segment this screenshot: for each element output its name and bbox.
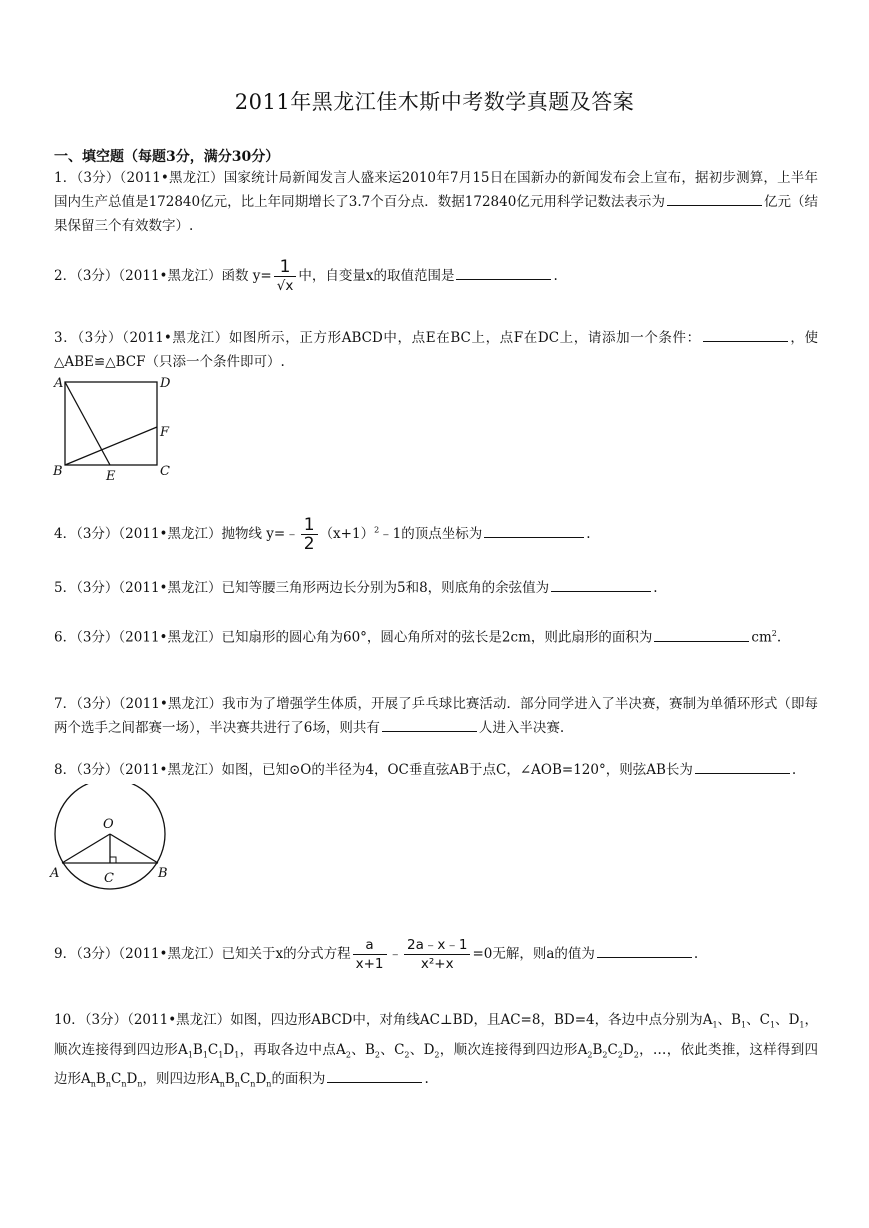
q9-minus: ﹣ xyxy=(388,946,403,962)
q3-square-figure xyxy=(50,372,185,484)
q2-fraction xyxy=(274,258,297,295)
subscript: n xyxy=(137,1080,143,1090)
subscript: 2 xyxy=(345,1050,351,1060)
subscript: n xyxy=(90,1080,96,1090)
q10-text-y: 的面积为 xyxy=(271,1071,326,1088)
q10-text-end: . xyxy=(424,1071,429,1088)
label-o: O xyxy=(103,817,114,832)
section-heading: 一、填空题（每题3分，满分30分） xyxy=(54,149,280,165)
label-b: B xyxy=(53,464,63,479)
q1-text-end: 亿元（结果保留三个有效数字）. xyxy=(54,194,818,234)
q10-text-b: 、B xyxy=(717,1012,741,1028)
q6-unit: cm xyxy=(751,629,772,646)
q8-text-end: . xyxy=(791,762,797,778)
question-9 xyxy=(54,936,818,973)
subscript: 2 xyxy=(404,1050,410,1060)
question-4 xyxy=(54,516,818,553)
segment-oa xyxy=(62,834,110,863)
q7-answer-blank[interactable] xyxy=(382,716,477,732)
question-2 xyxy=(54,258,818,295)
subscript: 1 xyxy=(187,1050,193,1060)
q1-text: 1．（3分）（2011•黑龙江）国家统计局新闻发言人盛来运2010年7月15日在国新办的新闻发布会上宣布，据初步测算，上半年国内生产总值是172840亿元，比上年同期增长了3.7个百分点．数据172840亿元用科学记数法表示为 xyxy=(54,170,818,210)
q9-text: 9．（3分）（2011•黑龙江）已知关于x的分式方程 xyxy=(54,946,351,962)
q10-text-j: 、B xyxy=(350,1041,375,1058)
q10-text-e: ，顺次连接得到四边形A xyxy=(54,1012,819,1058)
q3-answer-blank[interactable] xyxy=(703,326,788,342)
q10-text-f: B xyxy=(192,1041,203,1058)
segment-bf xyxy=(65,427,157,465)
q10-text-v: B xyxy=(224,1071,235,1088)
q10-text-s: C xyxy=(110,1071,122,1088)
q10-text-a: 10．（3分）（2011•黑龙江）如图，四边形ABCD中，对角线AC⊥BD，且AC=8，BD=4，各边中点分别为A xyxy=(54,1012,713,1028)
q10-answer-blank[interactable] xyxy=(327,1067,422,1083)
q4-answer-blank[interactable] xyxy=(484,522,584,538)
q4-text: 4．（3分）（2011•黑龙江）抛物线 y=﹣ xyxy=(54,526,299,542)
label-c: C xyxy=(160,464,170,479)
label-d: D xyxy=(160,376,171,391)
q9-denominator-2: x²+x xyxy=(420,956,454,972)
q4-text-after: ﹣1的顶点坐标为 xyxy=(379,526,483,542)
q10-text-p: D xyxy=(622,1041,634,1058)
q9-answer-blank[interactable] xyxy=(597,942,692,958)
q4-denominator: 2 xyxy=(303,534,315,554)
q7-text-end: 人进入半决赛. xyxy=(478,720,565,736)
q10-text-r: B xyxy=(95,1071,106,1088)
subscript: 2 xyxy=(617,1050,623,1060)
q10-text-c: 、C xyxy=(746,1012,770,1028)
segment-ae xyxy=(65,382,110,465)
q10-text-w: C xyxy=(239,1071,251,1088)
q5-answer-blank[interactable] xyxy=(551,576,651,592)
subscript: 2 xyxy=(434,1050,440,1060)
q9-fraction-2 xyxy=(404,936,470,973)
q8-text: 8．（3分）（2011•黑龙江）如图，已知⊙O的半径为4，OC垂直弦AB于点C，∠AOB=120°，则弦AB长为 xyxy=(54,762,693,778)
q4-fraction xyxy=(301,516,318,553)
subscript: n xyxy=(121,1080,127,1090)
subscript: 1 xyxy=(202,1050,208,1060)
subscript: 1 xyxy=(234,1050,240,1060)
label-f: F xyxy=(160,425,170,440)
subscript: 1 xyxy=(712,1020,718,1030)
q10-text-l: 、D xyxy=(409,1041,435,1058)
q3-text-end: ，使△ABE≌△BCF（只添一个条件即可）. xyxy=(54,330,819,370)
q10-text-h: D xyxy=(223,1041,235,1058)
question-10 xyxy=(54,1008,818,1097)
q5-text-end: . xyxy=(653,580,658,596)
q10-text-i: ，再取各边中点A xyxy=(239,1041,346,1058)
question-5 xyxy=(54,576,818,600)
subscript: 2 xyxy=(587,1050,593,1060)
label-a: A xyxy=(54,376,64,391)
segment-ob xyxy=(110,834,158,863)
q10-text-m: ，顺次连接得到四边形A xyxy=(439,1041,588,1058)
q6-text: 6．（3分）（2011•黑龙江）已知扇形的圆心角为60°，圆心角所对的弦长是2cm，则此扇形的面积为 xyxy=(54,629,653,646)
label-b: B xyxy=(158,866,168,881)
subscript: 1 xyxy=(218,1050,224,1060)
q10-text-q: ，…，依此类推，这样得到四边形A xyxy=(54,1041,819,1088)
label-e: E xyxy=(106,469,116,484)
q7-text: 7．（3分）（2011•黑龙江）我市为了增强学生体质，开展了乒乓球比赛活动．部分同学进入了半决赛，赛制为单循环形式（即每两个选手之间都赛一场），半决赛共进行了6场，则共有 xyxy=(54,696,818,736)
subscript: 2 xyxy=(633,1050,639,1060)
q9-numerator-2: 2a﹣x﹣1 xyxy=(404,936,470,955)
question-3 xyxy=(54,326,818,374)
q9-numerator-1: a xyxy=(353,936,387,955)
q1-answer-blank[interactable] xyxy=(667,190,762,206)
subscript: n xyxy=(234,1080,240,1090)
square-abcd xyxy=(65,382,157,465)
q2-text: 2．（3分）（2011•黑龙江）函数 y= xyxy=(54,268,272,284)
q10-text-o: C xyxy=(607,1041,618,1058)
subscript: 1 xyxy=(741,1020,747,1030)
q6-text-end: . xyxy=(776,629,782,646)
q10-text-x: D xyxy=(255,1071,267,1088)
q5-text: 5．（3分）（2011•黑龙江）已知等腰三角形两边长分别为5和8，则底角的余弦值为 xyxy=(54,580,550,596)
question-6 xyxy=(54,622,818,650)
q4-text-end: . xyxy=(586,526,591,542)
q9-text-mid: =0无解，则a的值为 xyxy=(472,946,595,962)
q10-text-d: 、D xyxy=(775,1012,800,1028)
q2-denominator: √x xyxy=(276,278,294,294)
subscript: 2 xyxy=(374,1050,380,1060)
q6-unit-exponent: 2 xyxy=(771,629,777,638)
q2-answer-blank[interactable] xyxy=(456,264,551,280)
subscript: n xyxy=(219,1080,225,1090)
q2-text-end: . xyxy=(553,268,558,284)
q4-numerator: 1 xyxy=(301,516,318,535)
label-c: C xyxy=(104,871,114,886)
q8-answer-blank[interactable] xyxy=(695,758,790,774)
q9-denominator-1: x+1 xyxy=(355,956,384,972)
page-title: 2011年黑龙江佳木斯中考数学真题及答案 xyxy=(234,90,635,114)
q4-text-mid: （x+1） xyxy=(319,526,375,542)
right-angle-mark xyxy=(110,857,116,863)
q10-text-t: D xyxy=(126,1071,138,1088)
question-7 xyxy=(54,692,818,740)
subscript: n xyxy=(105,1080,111,1090)
question-8 xyxy=(54,758,818,782)
subscript: n xyxy=(266,1080,272,1090)
q10-text-n: B xyxy=(592,1041,603,1058)
q3-text: 3．（3分）（2011•黑龙江）如图所示，正方形ABCD中，点E在BC上，点F在DC上，请添加一个条件： xyxy=(54,330,701,346)
subscript: 1 xyxy=(769,1020,776,1030)
q8-circle-figure xyxy=(46,784,176,890)
subscript: n xyxy=(250,1080,256,1090)
q9-text-end: . xyxy=(693,946,699,962)
q2-numerator: 1 xyxy=(274,258,297,277)
q9-fraction-1 xyxy=(353,936,387,973)
q2-text-mid: 中，自变量x的取值范围是 xyxy=(298,268,455,284)
subscript: 2 xyxy=(602,1050,608,1060)
subscript: 1 xyxy=(799,1020,805,1030)
label-a: A xyxy=(50,866,60,881)
q4-exponent: 2 xyxy=(374,525,380,535)
q10-text-g: C xyxy=(207,1041,219,1058)
q10-text-k: 、C xyxy=(380,1041,405,1058)
q6-answer-blank[interactable] xyxy=(654,626,749,642)
question-1 xyxy=(54,166,818,238)
q10-text-u: ，则四边形A xyxy=(142,1071,220,1088)
